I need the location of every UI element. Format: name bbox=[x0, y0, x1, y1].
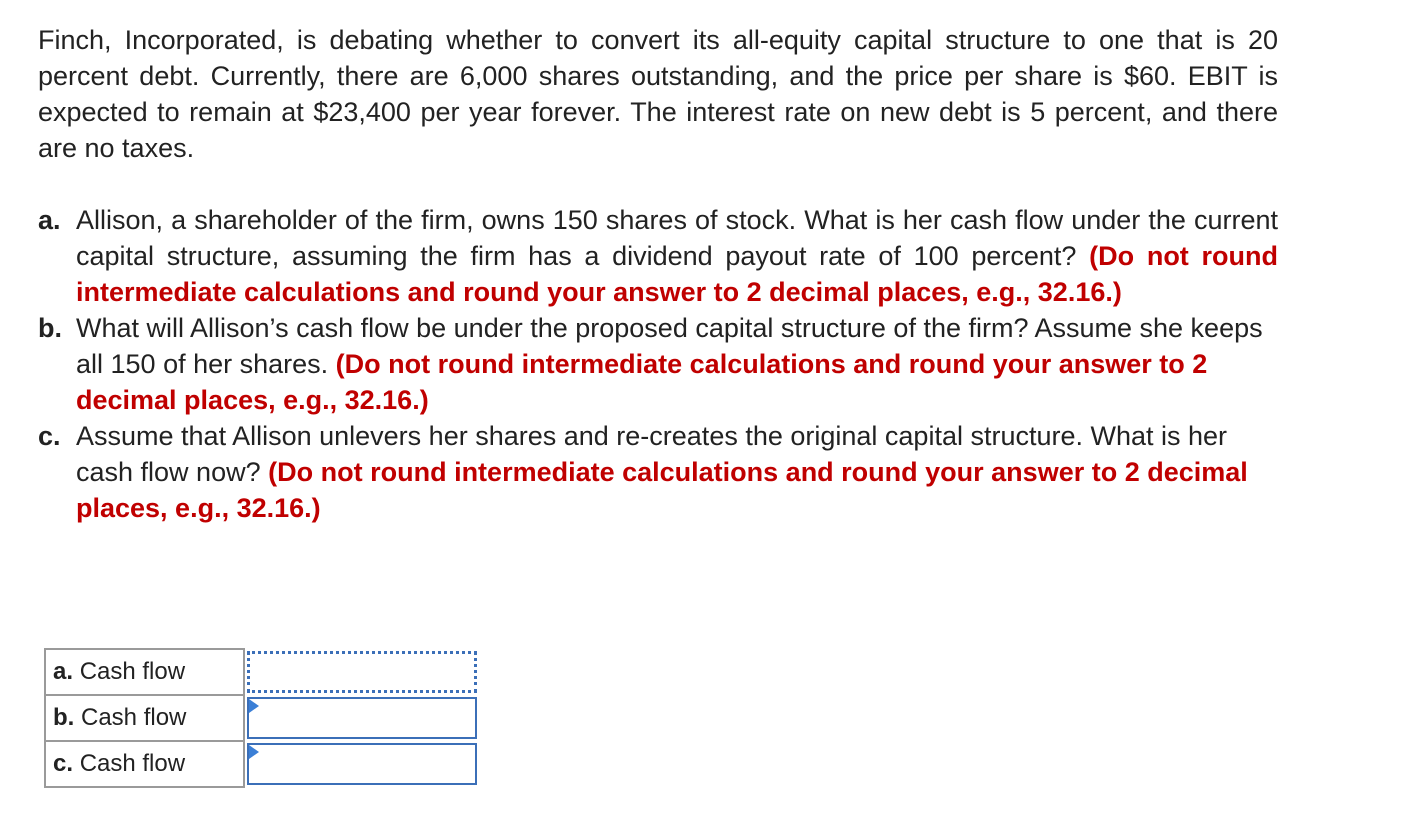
part-b-letter: b. bbox=[38, 313, 62, 343]
part-a-letter: a. bbox=[38, 205, 61, 235]
answer-label-text-a: Cash flow bbox=[79, 658, 186, 685]
answer-label-a bbox=[45, 649, 244, 695]
answer-table bbox=[44, 648, 481, 788]
answer-letter-a: a. bbox=[53, 658, 74, 685]
part-b-instruction: (Do not round intermediate calculations and round your answer to 2 decimal places, e.g., 32.16.) bbox=[76, 349, 1208, 415]
answer-row-c bbox=[45, 741, 480, 787]
answer-label-c bbox=[45, 741, 244, 787]
answer-field-a bbox=[247, 651, 477, 693]
cash-flow-b-input[interactable] bbox=[249, 699, 475, 737]
answer-label-text-c: Cash flow bbox=[79, 750, 186, 777]
part-c bbox=[38, 418, 1278, 526]
part-a-instruction: (Do not round intermediate calculations and round your answer to 2 decimal places, e.g., 32.16.) bbox=[76, 241, 1278, 307]
part-c-instruction: (Do not round intermediate calculations and round your answer to 2 decimal places, e.g., 32.16.) bbox=[76, 457, 1248, 523]
flag-marker-icon bbox=[249, 745, 259, 759]
answer-letter-c: c. bbox=[53, 750, 74, 777]
answer-cell-a bbox=[244, 649, 480, 695]
answer-label-text-b: Cash flow bbox=[81, 704, 187, 731]
cash-flow-c-input[interactable] bbox=[249, 745, 475, 783]
part-a-text: Allison, a shareholder of the firm, owns 150 shares of stock. What is her cash flow under the current capital structure, assuming the firm has a dividend payout rate of 100 percent? bbox=[76, 205, 1278, 271]
part-a bbox=[38, 202, 1278, 310]
answer-label-b bbox=[45, 695, 244, 741]
answer-cell-b bbox=[244, 695, 480, 741]
part-b-text: What will Allison’s cash flow be under the proposed capital structure of the firm? Assume she keeps all 150 of her shares. bbox=[76, 313, 1263, 379]
answer-field-c bbox=[247, 743, 477, 785]
question-parts bbox=[38, 202, 1278, 526]
answer-letter-b: b. bbox=[53, 704, 75, 731]
answer-row-a bbox=[45, 649, 480, 695]
part-c-letter: c. bbox=[38, 421, 61, 451]
answer-row-b bbox=[45, 695, 480, 741]
cash-flow-a-input[interactable] bbox=[250, 654, 474, 690]
question-text: Finch, Incorporated, is debating whether to convert its all-equity capital structure to one that is 20 percent debt. Currently, there are 6,000 shares outstanding, and the price per share is $60. EBIT is expected to remain at $23,400 per year forever. The interest rate on new debt is 5 percent, and there are no taxes. bbox=[38, 25, 1278, 163]
part-c-text: Assume that Allison unlevers her shares and re-creates the original capital structure. What is her cash flow now? bbox=[76, 421, 1228, 487]
answer-cell-c bbox=[244, 741, 480, 787]
part-b bbox=[38, 310, 1278, 418]
flag-marker-icon bbox=[249, 699, 259, 713]
answer-field-b bbox=[247, 697, 477, 739]
